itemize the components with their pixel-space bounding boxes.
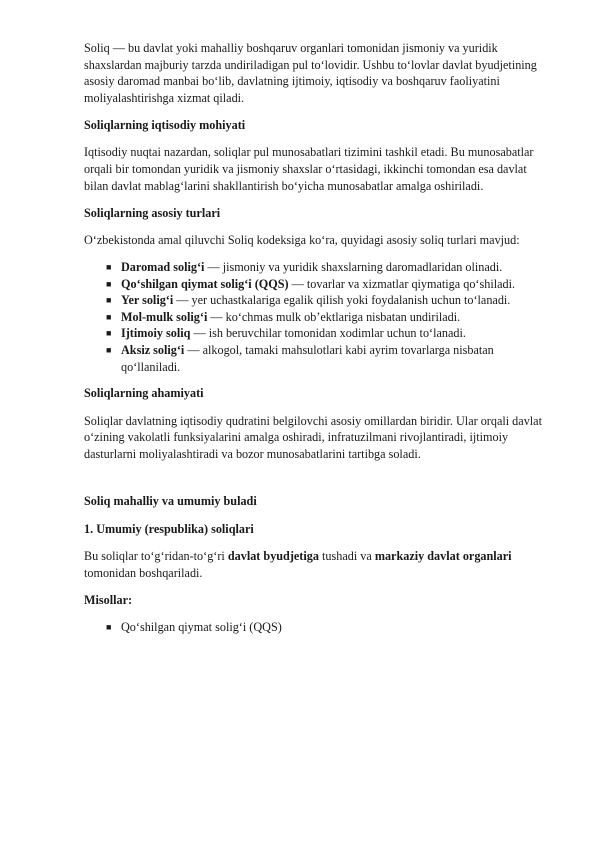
list-item-term: Mol-mulk solig‘i xyxy=(121,309,208,324)
document-page xyxy=(84,40,554,646)
list-item-desc: — tovarlar va xizmatlar qiymatiga qo‘shiladi. xyxy=(288,276,516,291)
list-item xyxy=(106,309,554,326)
examples-heading: Misollar: xyxy=(84,592,133,607)
examples-list xyxy=(84,619,554,636)
section-heading-importance: Soliqlarning ahamiyati xyxy=(84,386,204,401)
economic-essence-paragraph: Iqtisodiy nuqtai nazardan, soliqlar pul munosabatlari tizimini tashkil etadi. Bu munosabatlar orqali bir tomondan yuridik va jismoniy shaxslar o‘rtasidagi, ikkinchi tomondan esa davlat bilan davlat mablag‘larini shakllantirish bo‘yicha munosabatlar amalga oshiriladi. xyxy=(84,145,534,193)
text-run: Bu soliqlar to‘g‘ridan-to‘g‘ri xyxy=(84,549,228,564)
list-item-desc: — jismoniy va yuridik shaxslarning daromadlaridan olinadi. xyxy=(204,260,503,275)
list-item-term: Yer solig‘i xyxy=(121,293,174,308)
list-item-term: Daromad solig‘i xyxy=(121,260,205,275)
section-heading-economic-essence: Soliqlarning iqtisodiy mohiyati xyxy=(84,117,246,132)
list-item-term: Aksiz solig‘i xyxy=(121,343,185,358)
bullet-icon: ■ xyxy=(106,311,112,322)
tax-types-list xyxy=(84,259,554,375)
list-item xyxy=(106,259,554,276)
list-item xyxy=(106,325,554,342)
list-item-desc: — ko‘chmas mulk ob’ektlariga nisbatan undiriladi. xyxy=(207,309,461,324)
text-run-bold: davlat byudjetiga xyxy=(227,549,319,564)
tax-types-intro: O‘zbekistonda amal qiluvchi Soliq kodeksiga ko‘ra, quyidagi asosiy soliq turlari mavjud: xyxy=(84,233,520,248)
bullet-icon: ■ xyxy=(106,295,112,306)
list-item-desc: — yer uchastkalariga egalik qilish yoki foydalanish uchun to‘lanadi. xyxy=(173,293,511,308)
list-item-term: Ijtimoiy soliq xyxy=(121,326,191,341)
bullet-icon: ■ xyxy=(106,262,112,273)
list-item xyxy=(106,342,554,375)
list-item-desc: — ish beruvchilar tomonidan xodimlar uchun to‘lanadi. xyxy=(190,326,466,341)
bullet-icon: ■ xyxy=(106,328,112,339)
list-item-term: Qo‘shilgan qiymat solig‘i (QQS) xyxy=(121,276,289,291)
example-item-text: Qo‘shilgan qiymat solig‘i (QQS) xyxy=(121,620,282,635)
list-item xyxy=(106,276,554,293)
section-heading-local-general: Soliq mahalliy va umumiy buladi xyxy=(84,494,257,509)
text-run: tomonidan boshqariladi. xyxy=(84,565,203,580)
bullet-icon: ■ xyxy=(106,278,112,289)
list-item xyxy=(106,619,554,636)
intro-paragraph: Soliq — bu davlat yoki mahalliy boshqaruv organlari tomonidan jismoniy va yuridik shaxslardan majburiy tarzda undiriladigan pul to‘lovidir. Ushbu to‘lovlar davlat byudjetining asosiy daromad manbai bo‘lib, davlatning ijtimoiy, iqtisodiy va boshqaruv faoliyatini moliyalashtirishga xizmat qiladi. xyxy=(84,41,537,105)
importance-paragraph: Soliqlar davlatning iqtisodiy qudratini belgilovchi asosiy omillardan biridir. Ular orqali davlat o‘zining vakolatli funksiyalarini amalga oshiradi, infratuzilmani rivojlantiradi, ijtimoiy dasturlarni moliyalashtiradi va bozor munosabatlarini tartibga soladi. xyxy=(84,413,542,462)
general-taxes-paragraph xyxy=(84,548,554,581)
section-heading-tax-types: Soliqlarning asosiy turlari xyxy=(84,205,221,220)
list-item-desc: — alkogol, tamaki mahsulotlari kabi ayrim tovarlarga nisbatan qo‘llaniladi. xyxy=(121,343,494,374)
text-run: tushadi va xyxy=(318,549,375,564)
text-run-bold: markaziy davlat organlari xyxy=(374,549,512,564)
spacer xyxy=(84,473,554,493)
subheading-general-taxes: 1. Umumiy (respublika) soliqlari xyxy=(84,521,254,536)
bullet-icon: ■ xyxy=(106,345,112,356)
bullet-icon: ■ xyxy=(106,622,112,633)
list-item xyxy=(106,292,554,309)
